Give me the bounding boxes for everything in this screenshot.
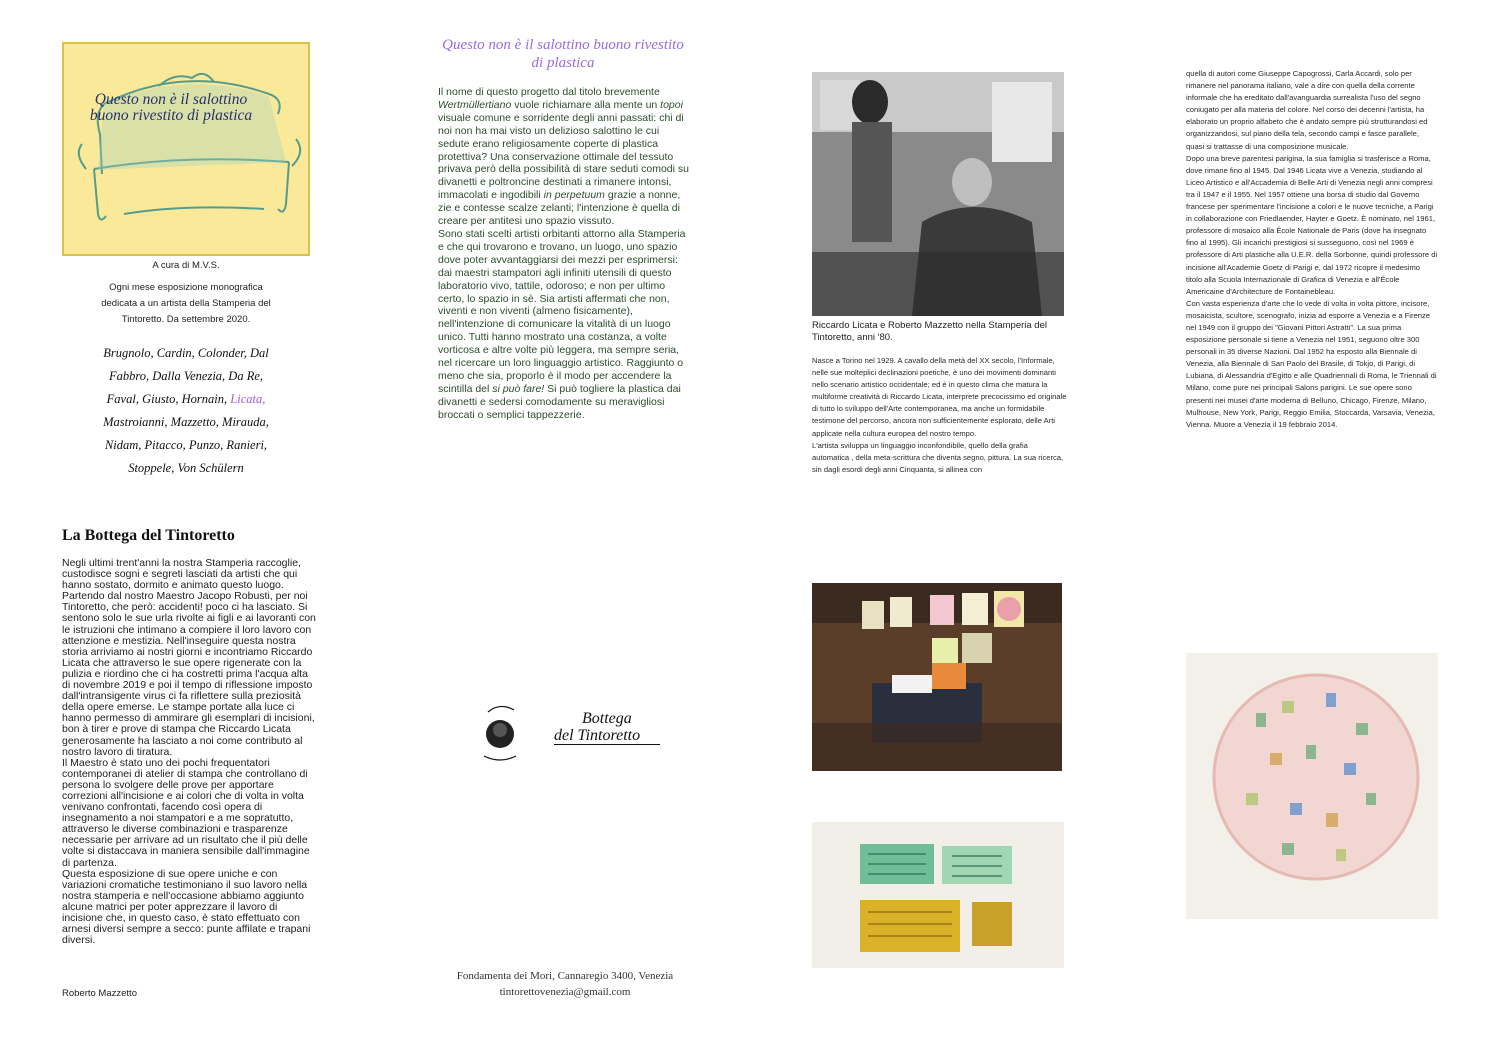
project-title: Questo non è il salottino buono rivestito di plastica xyxy=(442,37,684,71)
section-heading: La Bottega del Tintoretto xyxy=(62,527,235,544)
bio-paragraph: L'artista sviluppa un linguaggio inconfondibile, quello della grafia automatica , della meta-scrittura che diventa segno, pittura. La sua ricerca, sin dagli esordi degli anni Cinquanta, si allinea con xyxy=(812,440,1064,474)
address-text: Fondamenta dei Mori, Cannaregio 3400, Venezia xyxy=(456,970,674,982)
bio-paragraph: quella di autori come Giuseppe Capogrossi, Carla Accardi, solo per rimanere nel panorama italiano, vale a dire con quella della corrente informale che ha ereditato dall'avanguardia surrealista l'uso del segno coniugato per alla materia del colore. Nel corso dei decenni l'artista, ha elaborato un proprio alfabeto che è andato sempre più strutturandosi ed organizzandosi, sul piano della tela, secondo campi e fasce parallele, quasi si trattasse di una composizione musicale. xyxy=(1186,69,1428,151)
photo-caption: Riccardo Licata e Roberto Mazzetto nella Stamperia del Tintoretto, anni '80. xyxy=(812,320,1047,343)
color-print-artwork xyxy=(812,822,1064,968)
biography-part-2 xyxy=(1186,68,1438,431)
historic-photo xyxy=(812,72,1064,316)
bottega-logo xyxy=(470,700,670,765)
logo-underline xyxy=(554,744,660,745)
article-paragraph: Il Maestro è stato uno dei pochi frequentatori contemporanei di atelier di stampa che controllano di persona lo svolgere delle prove per apportare correzioni all'incisione e ai colori che di volta in volta venivano confrontati, facendo così opera di insegnamento a noi stampatori e a me sopratutto, attraverso le diverse combinazioni e trasparenze necessarie per arrivare ad un risultato che il più delle volte si distaccava in maniera sensibile dall'immagine di partenza. xyxy=(62,756,310,869)
logo-wordmark: Bottega del Tintoretto xyxy=(554,710,641,744)
circular-print-artwork xyxy=(1186,653,1438,919)
bio-paragraph: Dopo una breve parentesi parigina, la sua famiglia si trasferisce a Roma, dove rimane fino al 1945. Dal 1946 Licata vive a Venezia, studiando al Liceo Artistico e all'Accademia di Belle Arti di Venezia negli anni compresi tra il 1947 e il 1955. Nel 1957 ottiene una borsa di studio dal Governo francese per sperimentare l'incisione a colori e le nuove tecniche, a Parigi in collaborazione con Friedlaender, Hayter e Goetz. È nominato, nel 1961, professore di mosaico alla École Nationale de Paris (dove ha insegnato fino al 1995). Gli incarichi prestigiosi si susseguono, così nel 1969 è professore di Arti plastiche alla U.E.R. della Sorbonne, quindi professore di incisione all'Academie Goetz di Parigi e, dal 1972 ricopre il medesimo titolo alla Scuola Internazionale di Grafica di Venezia e all'École Americaine d'Architecture de Fontainebleau. xyxy=(1186,153,1438,296)
article-paragraph: Questa esposizione di sue opere uniche e con variazioni cromatiche testimoniano il suo lavoro nella nostra stamperia e nell'occasione abbiamo aggiunto alcune matrici per poter apprezzare il lavoro di incisione che, in questo caso, è stato effettuato con arnesi diversi sempre a secco: punte affilate e trapani diversi. xyxy=(62,867,311,947)
cover-image xyxy=(62,42,310,256)
author-signature: Roberto Mazzetto xyxy=(62,988,137,999)
biography-part-1 xyxy=(812,355,1067,476)
contact-info xyxy=(430,968,700,1000)
studio-photo xyxy=(812,583,1062,771)
article-paragraph: Negli ultimi trent'anni la nostra Stamperia raccoglie, custodisce sogni e segreti lasciati da artisti che qui hanno sostato, dormito e animato questo luogo. Partendo dal nostro Maestro Jacopo Robusti, per noi Tintoretto, che però: accidenti! poco ci ha lasciato. Si sentono solo le sue urla rivolte ai figli e ai lavoranti con le istruzioni che intimano a compiere il loro lavoro con attenzione e mestizia. Nell'inseguire questa nostra storia arriviamo ai nostri giorni e incontriamo Riccardo Licata che attraverso le sue opere rigenerate con la pulizia e riordino che ci ha costretti prima l'acqua alta di novembre 2019 e poi il tempo di riflessione imposto dall'intransigente virus ci fa riflettere sulla preziosità della opere emerse. Le stampe portate alla luce ci hanno permesso di ammirare gli esemplari di incisioni, bon à tirer e prove di stampa che Riccardo Licata generosamente ha lasciato a noi come contributo al nostro lavoro di tiratura. xyxy=(62,557,316,758)
tintoretto-seal-icon xyxy=(470,700,550,765)
description-paragraph: Il nome di questo progetto dal titolo brevemente Wertmüllertiano vuole richiamare alla mente un topoi visuale comune e sorridente degli anni passati: chi di noi non ha mai visto un delizioso salottino le cui sedute erano religiosamente coperte di plastica protettiva? Una conservazione ottimale del tessuto privava però della possibilità di stare seduti comodi su divanetti e poltroncine destinati a rimanere intonsi, immacolati e ingodibili in perpetuum grazie a nonne, zie e contesse scalze zelanti; l'intenzione è quella di creare per antitesi uno spazio vissuto. xyxy=(438,86,689,228)
cover-title: Questo non è il salottino buono rivestito di plastica xyxy=(89,91,253,124)
curator-credit: A cura di M.V.S. xyxy=(152,260,220,271)
exhibition-intro: Ogni mese esposizione monografica dedicata a un artista della Stamperia del Tintoretto. Da settembre 2020. xyxy=(101,282,271,325)
description-paragraph: Sono stati scelti artisti orbitanti attorno alla Stamperia e che qui trovarono e trovano, un luogo, uno spazio dove poter avvantaggiarsi dei mezzi per esprimersi: dai maestri stampatori agli infiniti utensili di questo laboratorio vivo, tattile, odoroso; e non per ultimo certo, lo spazio in sè. Sia artisti affermati che non, viventi e non viventi (almeno fisicamente), nell'intenzione di comunicare la vitalità di un luogo unico. Tutti hanno mostrato una costanza, a volte vorticosa e altre volte più leggera, ma sempre seria, nel ricercare un loro linguaggio artistico. Raggiunto o meno che sia, proporlo è il modo per accendere la scintilla del si può fare! Si può togliere la plastica dai divanetti e sedersi comodamente su meravigliosi broccati o semplici tappezzerie. xyxy=(438,227,686,421)
sofa-illustration xyxy=(64,44,308,254)
bio-paragraph: Con vasta esperienza d'arte che lo vede di volta in volta pittore, incisore, mosaicista, scultore, scenografo, inizia ad esporre a Venezia e a Firenze nel 1949 con il gruppo dei "Giovani Pittori Astratti". La sua prima esposizione personale si tiene a Venezia nel 1951, seguono oltre 300 personali in 35 diverse Nazioni. Dal 1952 ha esposto alla Biennale di Venezia, alla Biennale di San Paolo del Brasile, di Tokjo, di Parigi, di Lubiana, di Alessandria d'Egitto e alle Quadriennali di Roma, le Triennali di Milano, come pure nei principali Salons parigini. Le sue opere sono presenti nei musei d'arte moderna di Belluno, Chicago, Firenze, Milano, Mulhouse, New York, Parigi, Reggio Emilia, Stoccarda, Varsavia, Venezia, Vienna. Muore a Venezia il 19 febbraio 2014. xyxy=(1186,298,1437,429)
artist-list xyxy=(92,342,280,480)
artist-highlight: Licata, xyxy=(230,392,266,406)
project-description xyxy=(438,86,690,422)
bio-paragraph: Nasce a Torino nel 1929. A cavallo della metà del XX secolo, l'Informale, nelle sue molteplici declinazioni poetiche, è uno dei movimenti dominanti nello scenario artistico occidentale; ed è in questo clima che matura la multiforme creatività di Riccardo Licata, interprete precocissimo ed originale di tutto lo sviluppo dell'Arte contemporanea, ma anche un formidabile testimone del percorso, ancora non sufficientemente esplorato, delle Arti applicate nella cultura europea del nostro tempo. xyxy=(812,356,1067,438)
artist-names-a: Brugnolo, Cardin, Colonder, Dal Fabbro, Dalla Venezia, Da Re, Faval, Giusto, Hornain, xyxy=(103,346,269,406)
email-link[interactable]: tintorettovenezia@gmail.com xyxy=(499,986,631,998)
bottega-article xyxy=(62,558,317,946)
artist-names-b: Mastroianni, Mazzetto, Mirauda, Nidam, Pitacco, Punzo, Ranieri, Stoppele, Von Schülern xyxy=(103,415,269,475)
